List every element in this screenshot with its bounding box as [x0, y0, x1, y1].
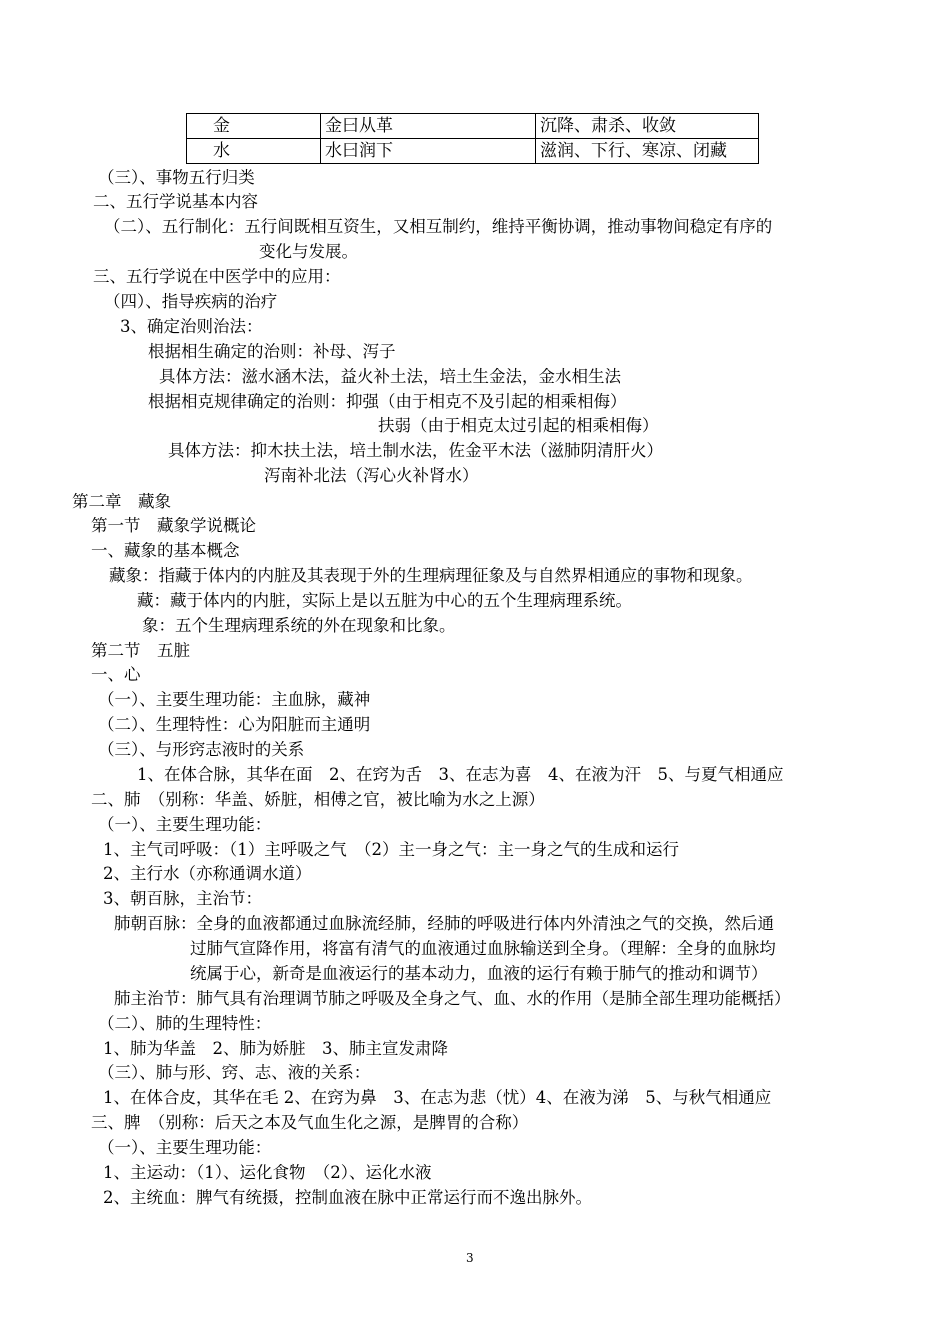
text-line: 根据相克规律确定的治则：抑强（由于相克不及引起的相乘相侮）	[148, 392, 627, 411]
text-line: 泻南补北法（泻心火补肾水）	[264, 466, 479, 485]
text-line: 扶弱（由于相克太过引起的相乘相侮）	[378, 416, 659, 435]
table-row	[187, 114, 759, 139]
chapter-title: 第二章 藏象	[72, 492, 171, 511]
text-line: 3、确定治则治法：	[120, 317, 263, 336]
text-line: 根据相生确定的治则：补母、泻子	[148, 342, 396, 361]
text-line: 藏：藏于体内的内脏，实际上是以五脏为中心的五个生理病理系统。	[137, 591, 632, 610]
table-cell: 水曰润下	[321, 139, 536, 164]
text-line: 三、脾 （别称：后天之本及气血生化之源，是脾胃的合称）	[91, 1113, 529, 1132]
text-line: 具体方法：滋水涵木法，益火补土法，培土生金法，金水相生法	[159, 367, 621, 386]
text-line: 肺主治节：肺气具有治理调节肺之呼吸及全身之气、血、水的作用（是肺全部生理功能概括）	[114, 989, 791, 1008]
text-line: 1、在体合脉，其华在面 2、在窍为舌 3、在志为喜 4、在液为汗 5、与夏气相通应	[137, 765, 784, 784]
text-line: 统属于心，新奇是血液运行的基本动力，血液的运行有赖于肺气的推动和调节）	[190, 964, 768, 983]
text-line: 3、朝百脉，主治节：	[103, 889, 262, 908]
text-line: 1、主运动：（1）、运化食物 （2）、运化水液	[103, 1163, 432, 1182]
text-line: （四）、指导疾病的治疗	[104, 292, 278, 311]
text-line: （三）、与形窍志液时的关系	[98, 740, 305, 759]
text-line: 2、主行水（亦称通调水道）	[103, 864, 312, 883]
table-cell: 金曰从革	[321, 114, 536, 139]
text-line: 过肺气宣降作用，将富有清气的血液通过血脉输送到全身。（理解：全身的血脉均	[190, 939, 776, 958]
section-title: 第二节 五脏	[91, 641, 190, 660]
text-line: （二）、生理特性：心为阳脏而主通明	[98, 715, 371, 734]
text-line: （三）、肺与形、窍、志、液的关系：	[98, 1063, 371, 1082]
table-cell: 金	[187, 114, 321, 139]
text-line: （三）、事物五行归类	[98, 168, 255, 187]
text-line: 肺朝百脉：全身的血液都通过血脉流经肺，经肺的呼吸进行体内外清浊之气的交换，然后通	[114, 914, 774, 933]
table-row	[187, 139, 759, 164]
text-line: 二、肺 （别称：华盖、娇脏，相傅之官，被比喻为水之上源）	[91, 790, 545, 809]
table-cell: 水	[187, 139, 321, 164]
text-line: （一）、主要生理功能：	[98, 815, 272, 834]
text-line: 一、心	[91, 665, 141, 684]
wuxing-table	[186, 113, 759, 164]
text-line: （一）、主要生理功能：	[98, 1138, 272, 1157]
text-line: （二）、五行制化：五行间既相互资生，又相互制约，维持平衡协调，推动事物间稳定有序的	[104, 217, 773, 236]
text-line: 1、肺为华盖 2、肺为娇脏 3、肺主宣发肃降	[103, 1039, 448, 1058]
text-line: 变化与发展。	[259, 242, 358, 261]
table-cell: 滋润、下行、寒凉、闭藏	[536, 139, 759, 164]
text-line: （一）、主要生理功能：主血脉，藏神	[98, 690, 371, 709]
text-line: 象：五个生理病理系统的外在现象和比象。	[142, 616, 456, 635]
table-cell: 沉降、肃杀、收敛	[536, 114, 759, 139]
text-line: （二）、肺的生理特性：	[98, 1014, 272, 1033]
text-line: 具体方法：抑木扶土法，培土制水法，佐金平木法（滋肺阴清肝火）	[168, 441, 663, 460]
page-number: 3	[466, 1251, 474, 1265]
text-line: 1、主气司呼吸：（1）主呼吸之气 （2）主一身之气：主一身之气的生成和运行	[103, 840, 679, 859]
text-line: 藏象：指藏于体内的内脏及其表现于外的生理病理征象及与自然界相通应的事物和现象。	[109, 566, 753, 585]
text-line: 2、主统血：脾气有统摄，控制血液在脉中正常运行而不逸出脉外。	[103, 1188, 592, 1207]
text-line: 一、藏象的基本概念	[91, 541, 240, 560]
text-line: 1、在体合皮，其华在毛 2、在窍为鼻 3、在志为悲（忧）4、在液为涕 5、与秋气相通应	[103, 1088, 772, 1107]
text-line: 三、五行学说在中医学中的应用：	[93, 267, 341, 286]
text-line: 二、五行学说基本内容	[93, 192, 258, 211]
section-title: 第一节 藏象学说概论	[91, 516, 256, 535]
